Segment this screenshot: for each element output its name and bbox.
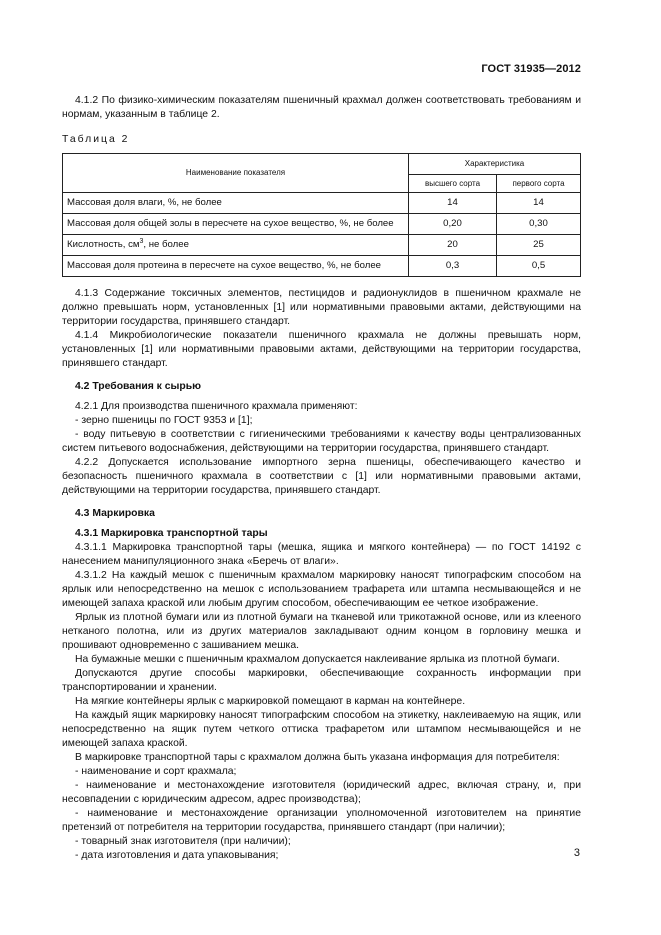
paragraph-4-1-2: 4.1.2 По физико-химическим показателям пшеничный крахмал должен соответствовать требованиям и нормам, указанным в таблице 2.	[62, 95, 581, 120]
row-name	[63, 235, 409, 256]
list-item: - наименование и сорт крахмала;	[75, 766, 237, 777]
table-row	[63, 214, 581, 235]
row-value-high: 0,20	[409, 214, 497, 235]
col-header-name: Наименование показателя	[63, 154, 409, 193]
row-name: Массовая доля влаги, %, не более	[63, 193, 409, 214]
table-row	[63, 193, 581, 214]
paragraph-4-2-1: 4.2.1 Для производства пшеничного крахмала применяют:	[75, 401, 358, 412]
section-heading-4-3: 4.3 Маркировка	[75, 508, 155, 519]
paragraph-4-3-1-2: 4.3.1.2 На каждый мешок с пшеничным крахмалом маркировку наносят типографским способом на ярлык или непосредственно на мешок с использованием трафарета или штампа несмывающейся и не имеющей запаха краской или любым другим способом, обеспечивающим ее четкое изображение.	[62, 570, 581, 609]
paragraph-soft-containers: На мягкие контейнеры ярлык с маркировкой помещают в карман на контейнере.	[75, 696, 466, 707]
paragraph-4-1-3: 4.1.3 Содержание токсичных элементов, пестицидов и радионуклидов в пшеничном крахмале не должно превышать норм, установленных [1] или нормативными правовыми актами, действующими на территории государства, принявшего стандарт.	[62, 288, 581, 327]
col-header-high: высшего сорта	[409, 175, 497, 193]
list-item: - дата изготовления и дата упаковывания;	[75, 850, 279, 861]
table-caption: Таблица 2	[62, 134, 130, 145]
paragraph-boxes: На каждый ящик маркировку наносят типографским способом на этикетку, наклеиваемую на ящик, или непосредственно на ящик путем четкого оттиска трафаретом или штампом несмывающейся и не имеющей запаха краской.	[62, 710, 581, 749]
list-item: - наименование и местонахождение организации уполномоченной изготовителем на принятие претензий от потребителя на территории государства, принявшего стандарт (при наличии);	[62, 808, 581, 833]
row-value-first: 14	[497, 193, 581, 214]
col-header-group: Характеристика	[409, 154, 581, 175]
paragraph-label-attachment: Ярлык из плотной бумаги или из плотной бумаги на тканевой или трикотажной основе, или из клееного нетканого полотна, или из других материалов закладывают одним концом в горловину мешка и прошивают одновременно с зашиванием мешка.	[62, 612, 581, 651]
table-2	[62, 153, 581, 277]
table-row	[63, 235, 581, 256]
col-header-first: первого сорта	[497, 175, 581, 193]
document-header: ГОСТ 31935—2012	[481, 63, 581, 75]
row-value-high: 20	[409, 235, 497, 256]
table-row	[63, 256, 581, 277]
paragraph-4-2-2: 4.2.2 Допускается использование импортного зерна пшеницы, обеспечивающего качество и безопасность пшеничного крахмала в соответствии с [1] или нормативными правовыми актами, действующими на территории государства, принявшего стандарт.	[62, 457, 581, 496]
section-heading-4-2: 4.2 Требования к сырью	[75, 381, 202, 392]
row-value-first: 0,5	[497, 256, 581, 277]
row-name-superscript: 3	[139, 237, 144, 245]
row-value-high: 14	[409, 193, 497, 214]
row-value-first: 0,30	[497, 214, 581, 235]
row-value-high: 0,3	[409, 256, 497, 277]
section-heading-4-3-1: 4.3.1 Маркировка транспортной тары	[75, 528, 268, 539]
paragraph-other-methods: Допускаются другие способы маркировки, обеспечивающие сохранность информации при транспортировании и хранении.	[62, 668, 581, 693]
paragraph-4-2-1-item-grain: - зерно пшеницы по ГОСТ 9353 и [1];	[75, 415, 253, 426]
paragraph-consumer-info: В маркировке транспортной тары с крахмалом должна быть указана информация для потребителя:	[75, 752, 560, 763]
row-name-prefix: Кислотность, см	[67, 239, 140, 250]
row-name-suffix: , не более	[143, 239, 189, 250]
page-number: 3	[573, 847, 580, 859]
paragraph-4-1-4: 4.1.4 Микробиологические показатели пшеничного крахмала не должны превышать норм, установленных [1] или нормативными правовыми актами, действующими на территории государства, принявшего стандарт.	[62, 330, 581, 369]
page-content	[62, 94, 581, 863]
paragraph-paper-bags: На бумажные мешки с пшеничным крахмалом допускается наклеивание ярлыка из плотной бумаги.	[75, 654, 560, 665]
paragraph-4-3-1-1: 4.3.1.1 Маркировка транспортной тары (мешка, ящика и мягкого контейнера) — по ГОСТ 14192 с нанесением манипуляционного знака «Беречь от влаги».	[62, 542, 581, 567]
row-name: Массовая доля общей золы в пересчете на сухое вещество, %, не более	[63, 214, 409, 235]
row-value-first: 25	[497, 235, 581, 256]
list-item: - наименование и местонахождение изготовителя (юридический адрес, включая страну, и, при несовпадении с юридическим адресом, адрес производства);	[62, 780, 581, 805]
row-name: Массовая доля протеина в пересчете на сухое вещество, %, не более	[63, 256, 409, 277]
list-item: - товарный знак изготовителя (при наличии);	[75, 836, 291, 847]
paragraph-4-2-1-item-water: - воду питьевую в соответствии с гигиеническими требованиями к качеству воды централизованных систем питьевого водоснабжения, действующими на территории государства, принявшего стандарт.	[62, 429, 581, 454]
